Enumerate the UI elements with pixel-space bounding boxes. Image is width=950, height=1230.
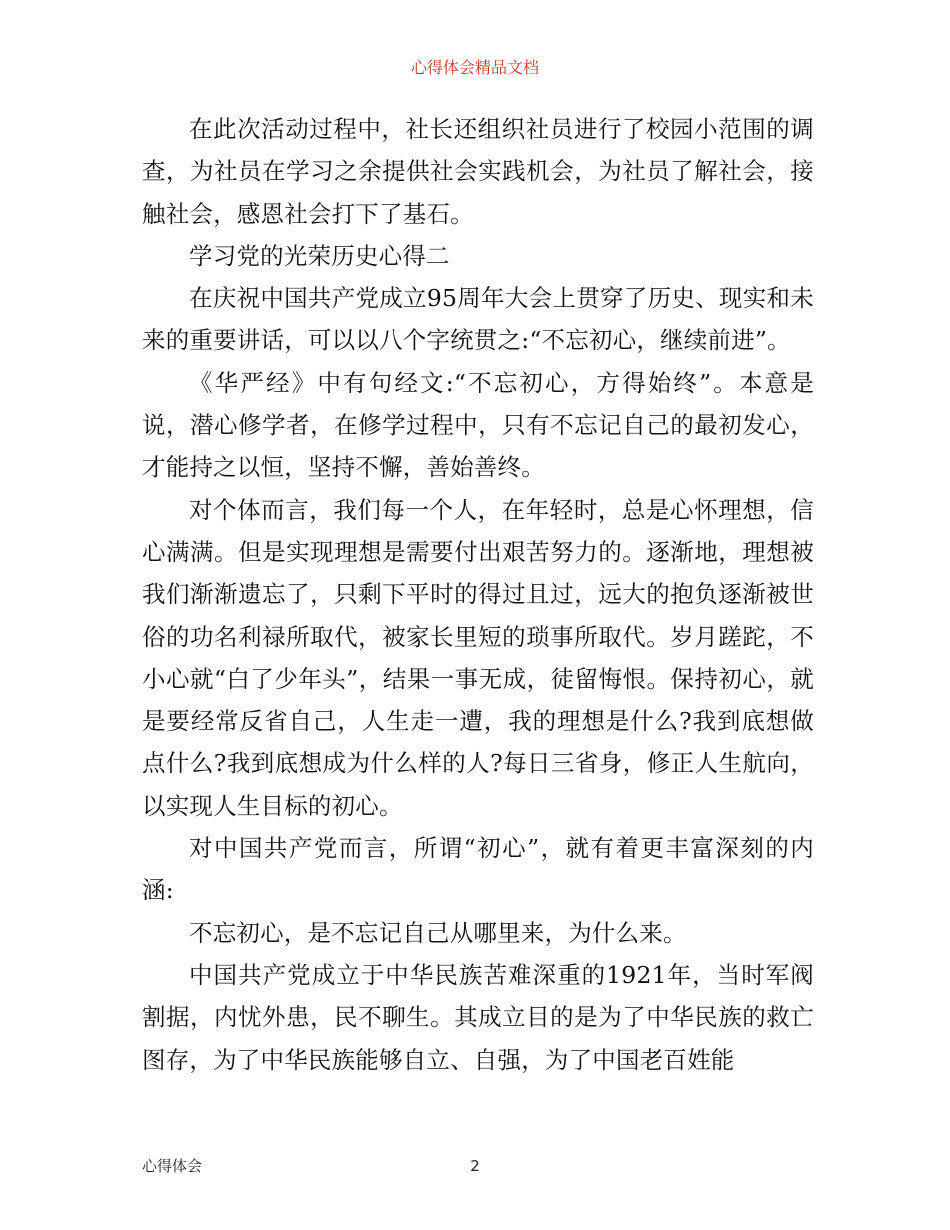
paragraph: 中国共产党成立于中华民族苦难深重的1921年，当时军阀割据，内忧外患，民不聊生。其成立目的是为了中华民族的救亡图存，为了中华民族能够自立、自强，为了中国老百姓能 [142, 960, 814, 1074]
paragraph: 不忘初心，是不忘记自己从哪里来，为什么来。 [189, 918, 687, 947]
paragraph: 《华严经》中有句经文:“不忘初心，方得始终”。本意是说，潜心修学者，在修学过程中，只有不忘记自己的最初发心，才能持之以恒，坚持不懈，善始善终。 [142, 368, 814, 482]
page-header: 心得体会精品文档 [410, 58, 539, 77]
paragraph: 在此次活动过程中，社长还组织社员进行了校园小范围的调查，为社员在学习之余提供社会实践机会，为社员了解社会，接触社会，感恩社会打下了基石。 [142, 115, 814, 228]
section-heading: 学习党的光荣历史心得二 [189, 241, 450, 270]
paragraph: 对中国共产党而言，所谓“初心”，就有着更丰富深刻的内涵: [142, 834, 814, 905]
document-body [142, 108, 814, 1081]
paragraph: 在庆祝中国共产党成立95周年大会上贯穿了历史、现实和未来的重要讲话，可以以八个字统贯之:“不忘初心，继续前进”。 [142, 284, 814, 355]
page-number: 2 [470, 1157, 480, 1175]
footer-label: 心得体会 [142, 1157, 203, 1175]
paragraph: 对个体而言，我们每一个人，在年轻时，总是心怀理想，信心满满。但是实现理想是需要付出艰苦努力的。逐渐地，理想被我们渐渐遗忘了，只剩下平时的得过且过，远大的抱负逐渐被世俗的功名利禄所取代，被家长里短的琐事所取代。岁月蹉跎，不小心就“白了少年头”，结果一事无成，徒留悔恨。保持初心，就是要经常反省自己，人生走一遭，我的理想是什么?我到底想做点什么?我到底想成为什么样的人?每日三省身，修正人生航向，以实现人生目标的初心。 [142, 495, 814, 820]
